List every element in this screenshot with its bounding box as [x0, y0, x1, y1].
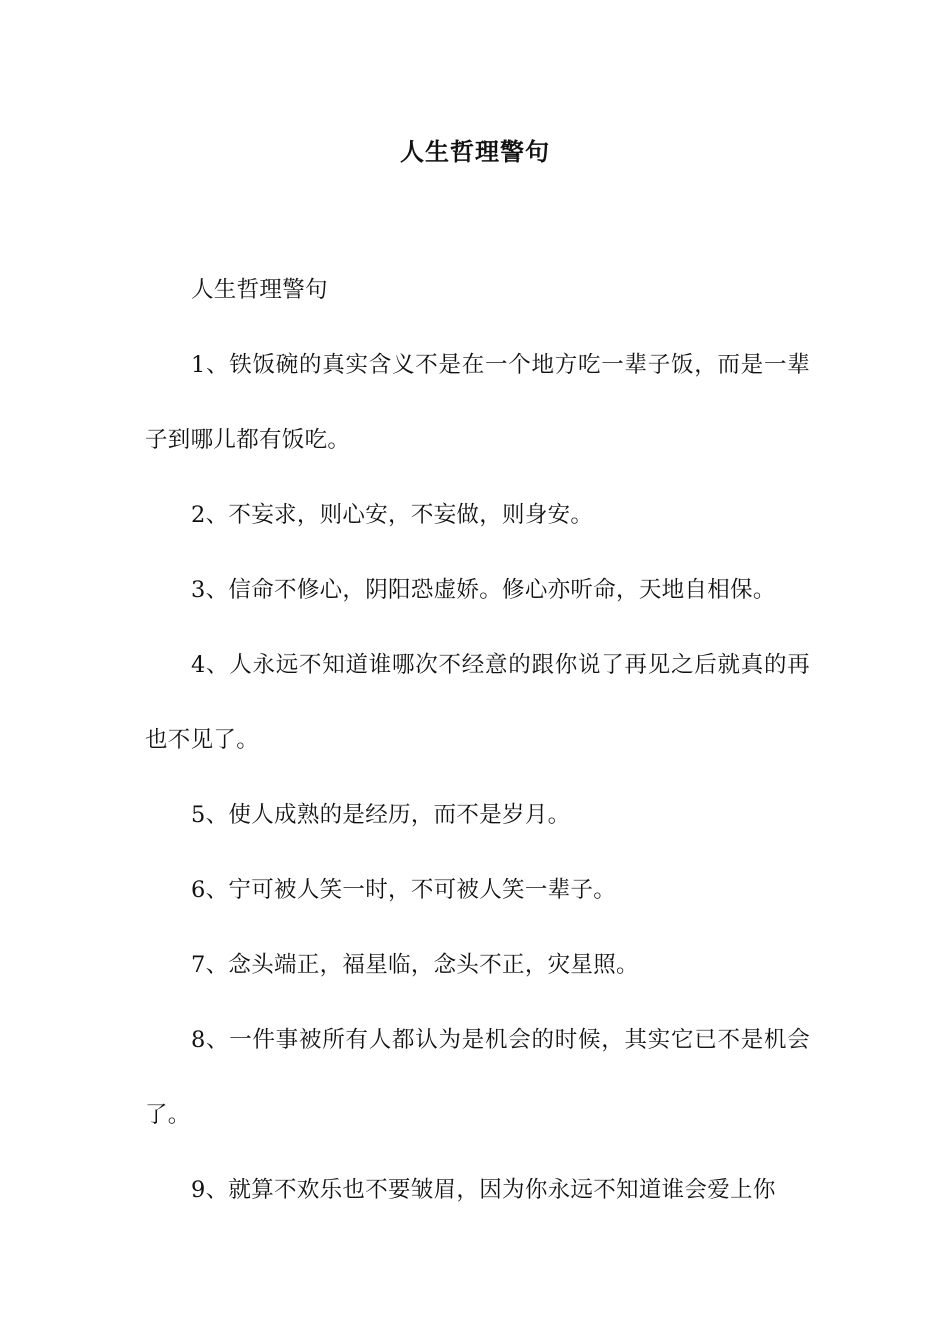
- paragraph-quote-3: 3、信命不修心，阴阳恐虚娇。修心亦听命，天地自相保。: [191, 577, 776, 603]
- paragraph-quote-2: 2、不妄求，则心安，不妄做，则身安。: [191, 502, 594, 528]
- paragraph-quote-6: 6、宁可被人笑一时，不可被人笑一辈子。: [191, 877, 617, 903]
- paragraph-quote-9: 9、就算不欢乐也不要皱眉，因为你永远不知道谁会爱上你: [191, 1177, 776, 1203]
- document-title: 人生哲理警句: [400, 137, 550, 166]
- paragraph-quote-1: 1、铁饭碗的真实含义不是在一个地方吃一辈子饭，而是一辈子到哪儿都有饭吃。: [145, 352, 810, 453]
- paragraph-heading: 人生哲理警句: [191, 277, 328, 303]
- paragraph-quote-8: 8、一件事被所有人都认为是机会的时候，其实它已不是机会了。: [145, 1027, 810, 1128]
- paragraph-quote-7: 7、念头端正，福星临，念头不正，灾星照。: [191, 952, 639, 978]
- paragraph-quote-4: 4、人永远不知道谁哪次不经意的跟你说了再见之后就真的再也不见了。: [145, 652, 810, 753]
- paragraph-quote-5: 5、使人成熟的是经历，而不是岁月。: [191, 802, 571, 828]
- document-body: [145, 253, 810, 1228]
